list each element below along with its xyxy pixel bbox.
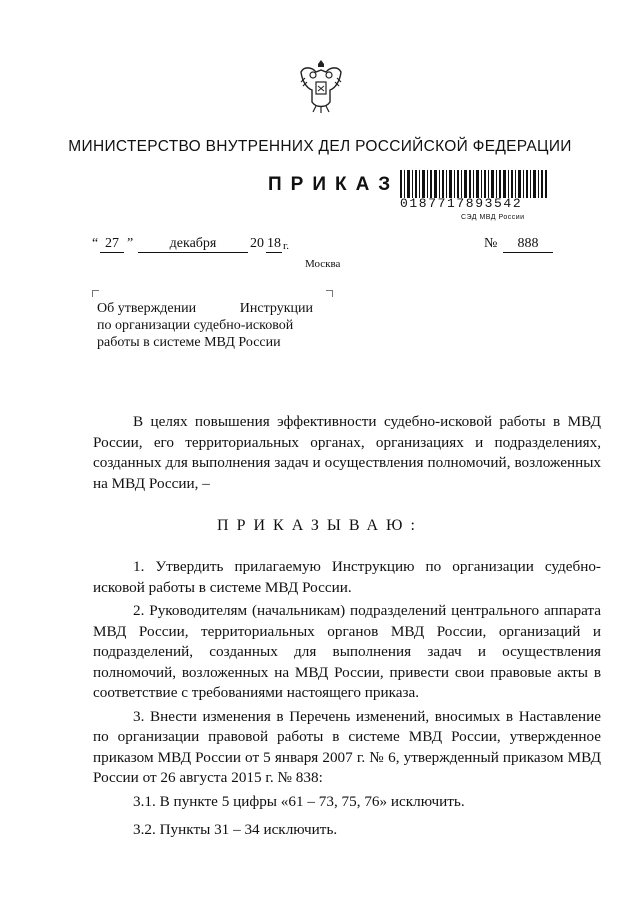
preamble-text: В целях повышения эффективности судебно-исковой работы в МВД России, его территориальных органах, организациях и подразделениях, созданных для выполнения задач и осуществления полномочий, возложенных на МВД России, – bbox=[93, 413, 601, 492]
date-year-abbr: г. bbox=[283, 240, 290, 252]
barcode-number: 0187717893542 bbox=[400, 196, 523, 211]
barcode-icon bbox=[398, 170, 548, 198]
subject-line3: работы в системе МВД России bbox=[97, 335, 281, 350]
date-day bbox=[100, 236, 124, 256]
order-item: 1. Утвердить прилагаемую Инструкцию по организации судебно-исковой работы в системе МВД России. bbox=[93, 558, 601, 596]
date-close-quote: ” bbox=[127, 236, 134, 251]
orders-heading: ПРИКАЗЫВАЮ: bbox=[217, 517, 423, 534]
subject-line1-right: Инструкции bbox=[239, 301, 313, 316]
barcode-caption: СЭД МВД России bbox=[461, 214, 525, 221]
order-number: 888 bbox=[503, 236, 553, 253]
order-item: 2. Руководителям (начальникам) подразделений центрального аппарата МВД России, территориальных органов МВД России, организаций и подразделений, созданных для выполнения задач и осуществления полномочий, возложенных на МВД России, привести свои правовые акты в соответствие с требованиями настоящего приказа. bbox=[93, 602, 601, 701]
subject-line2: по организации судебно-исковой bbox=[97, 318, 294, 333]
number-label: № bbox=[484, 236, 498, 251]
subject-block bbox=[97, 300, 313, 351]
city: Москва bbox=[305, 258, 341, 270]
subject-corner-right bbox=[326, 290, 333, 297]
preamble bbox=[93, 412, 601, 494]
order-subitem: 3.2. Пункты 31 – 34 исключить. bbox=[133, 821, 338, 838]
coat-of-arms-icon bbox=[296, 58, 346, 116]
date-month: декабря bbox=[138, 236, 248, 253]
ministry-title: МИНИСТЕРСТВО ВНУТРЕННИХ ДЕЛ РОССИЙСКОЙ ФЕДЕРАЦИИ bbox=[68, 138, 572, 155]
date-day-value: 27 bbox=[100, 236, 124, 253]
subject-corner-left bbox=[92, 290, 99, 297]
document-type: ПРИКАЗ bbox=[268, 174, 400, 195]
subject-line1-left: Об утверждении bbox=[97, 301, 197, 316]
order-items bbox=[93, 557, 601, 844]
date-year-prefix: 20 bbox=[250, 236, 264, 251]
order-subitem: 3.1. В пункте 5 цифры «61 – 73, 75, 76» исключить. bbox=[133, 792, 465, 810]
date-open-quote: “ bbox=[92, 236, 99, 251]
order-item: 3. Внести изменения в Перечень изменений, вносимых в Наставление по организации правовой работы в системе МВД России, утвержденное приказом МВД России от 5 января 2007 г. № 6, утвержденный приказом МВД России от 26 августа 2015 г. № 838: bbox=[93, 707, 601, 786]
date-year-suffix: 18 bbox=[267, 236, 281, 251]
